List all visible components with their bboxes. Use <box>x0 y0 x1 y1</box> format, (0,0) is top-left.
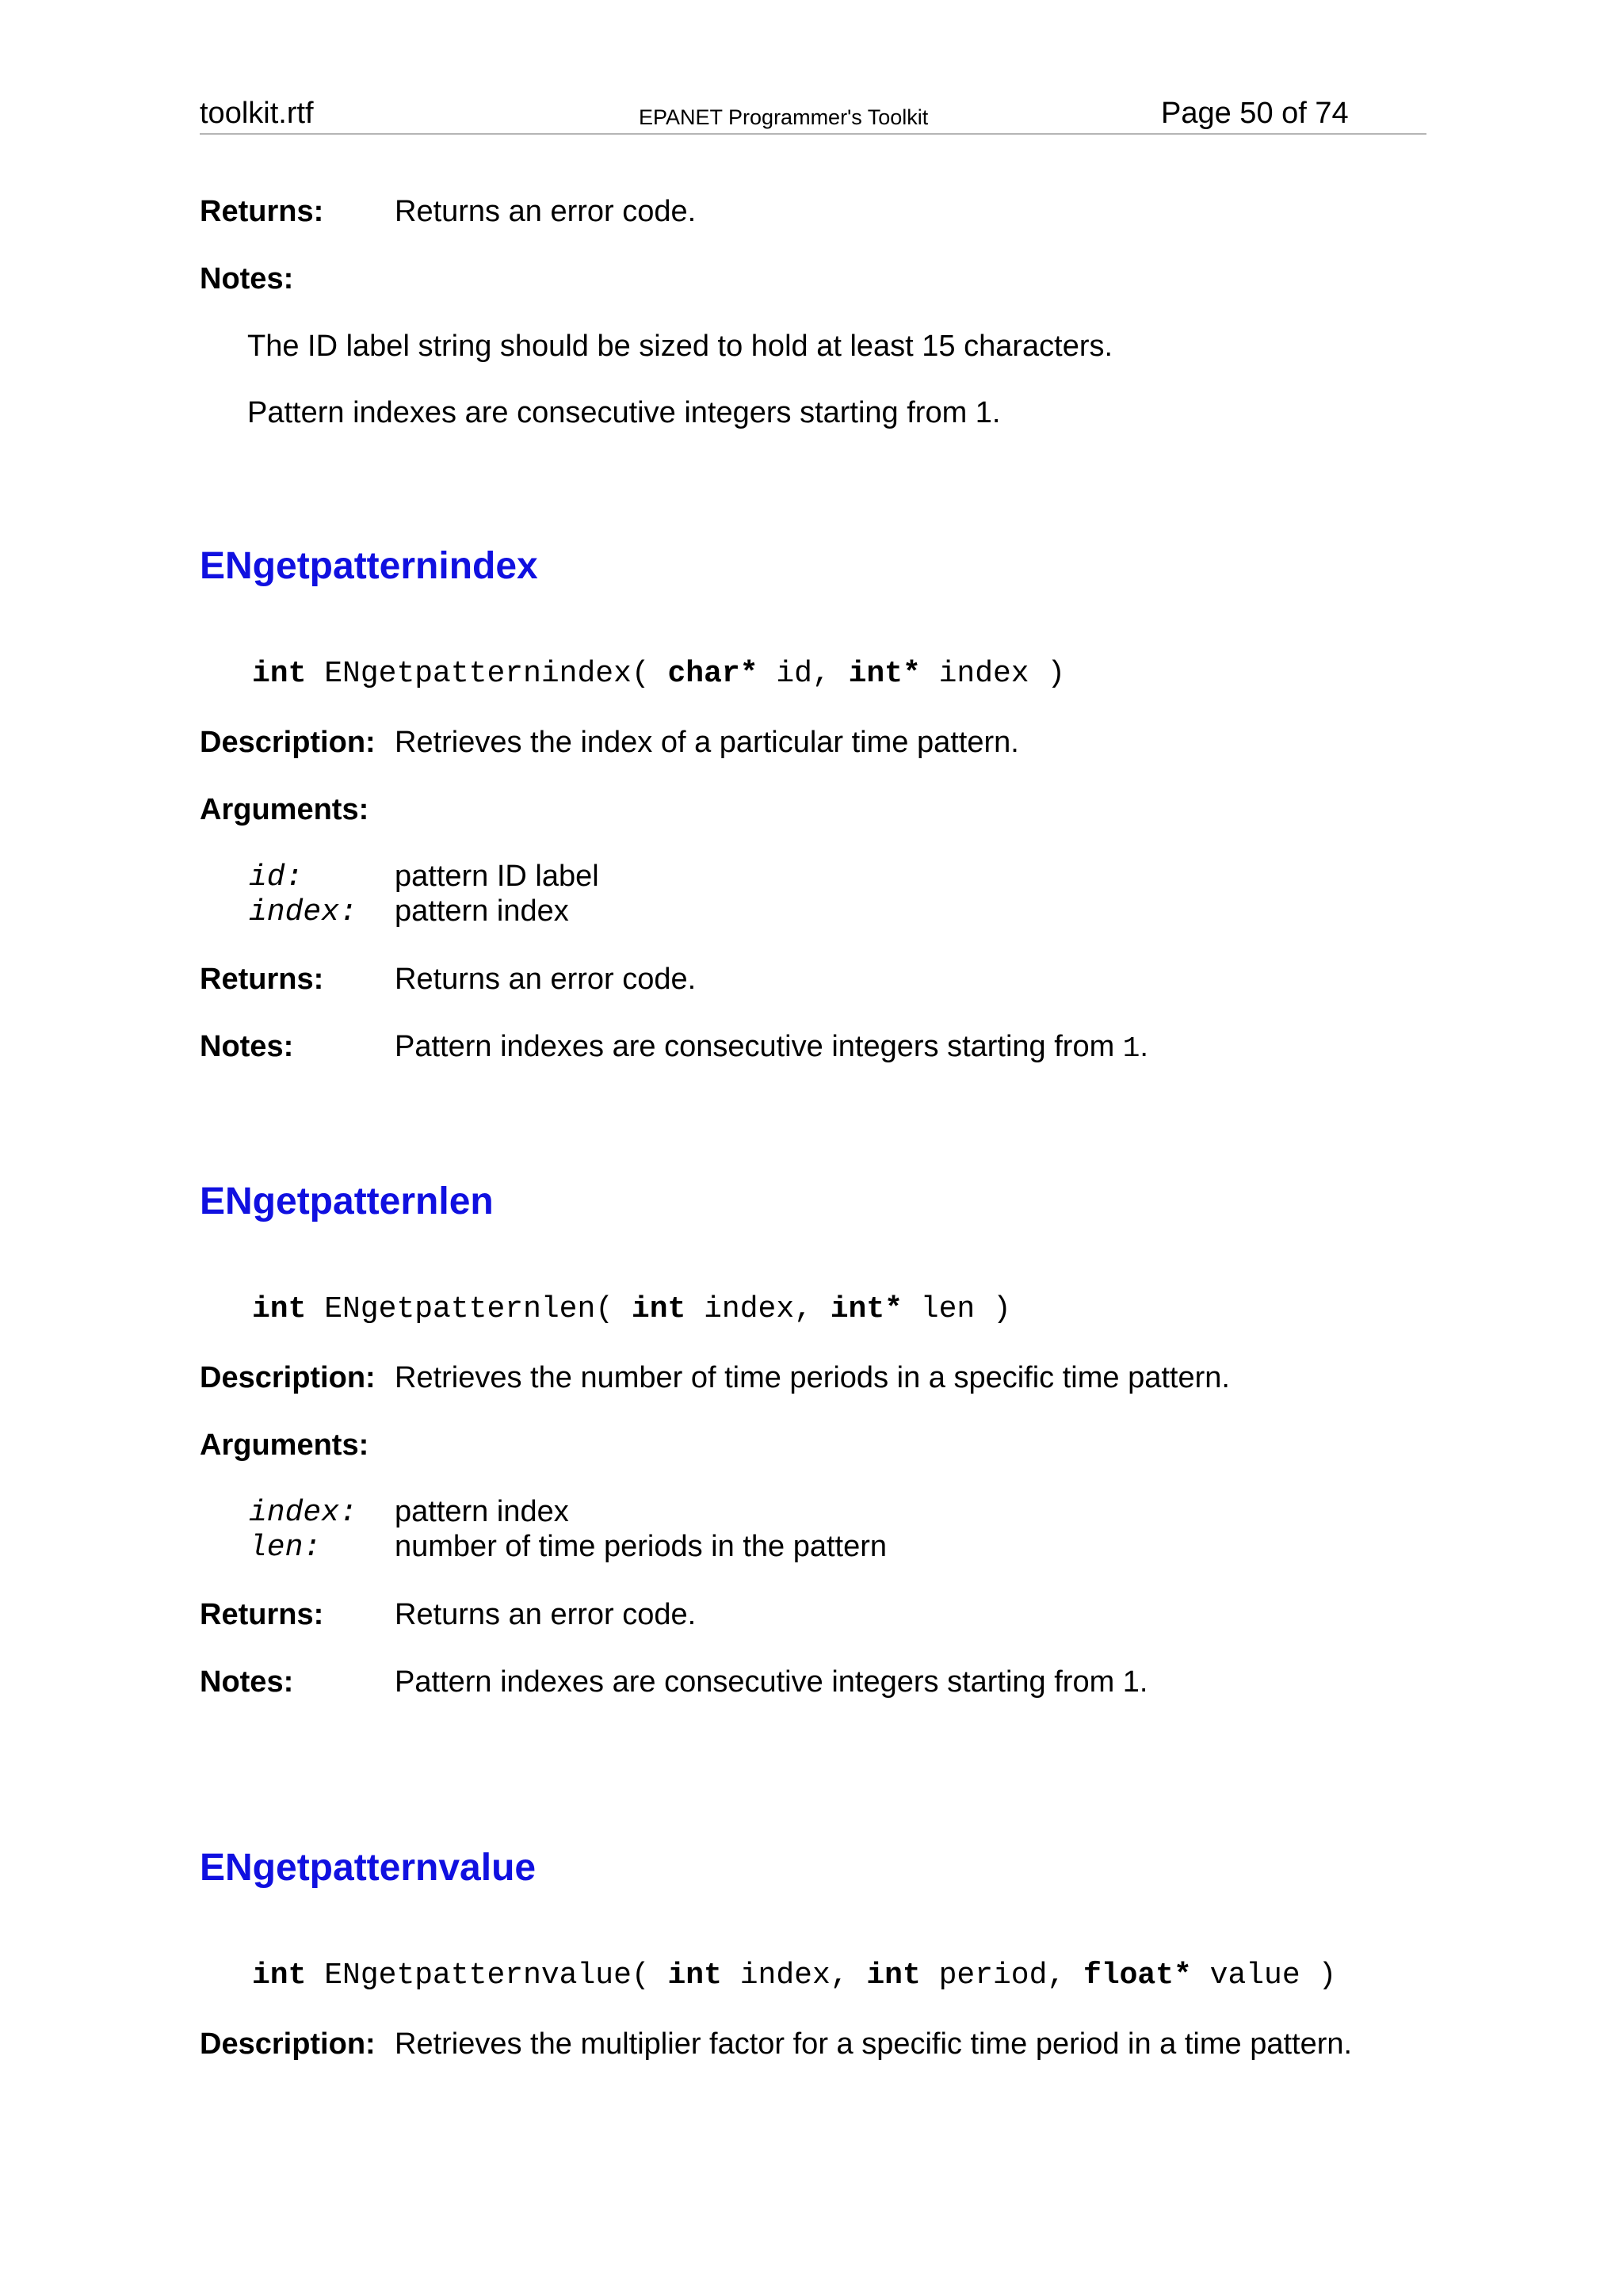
function-signature: int ENgetpatternlen( int index, int* len ) <box>252 1292 1011 1326</box>
arguments-label: Arguments: <box>200 793 369 826</box>
argument-name: index: <box>249 895 357 929</box>
notes-text: Pattern indexes are consecutive integers starting from 1. <box>395 1665 1148 1699</box>
header-filename: toolkit.rtf <box>200 97 314 130</box>
description-text: Retrieves the multiplier factor for a specific time period in a time pattern. <box>395 2027 1353 2061</box>
description-text: Retrieves the number of time periods in a specific time pattern. <box>395 1361 1230 1394</box>
returns-label: Returns: <box>200 195 324 228</box>
header-title: EPANET Programmer's Toolkit <box>639 105 929 129</box>
function-heading: ENgetpatternindex <box>200 545 538 587</box>
notes-label: Notes: <box>200 1030 294 1063</box>
note-text: Pattern indexes are consecutive integers starting from 1. <box>247 396 1001 429</box>
returns-text: Returns an error code. <box>395 1598 697 1631</box>
description-label: Description: <box>200 2027 376 2061</box>
argument-description: number of time periods in the pattern <box>395 1530 888 1563</box>
argument-description: pattern index <box>395 894 569 928</box>
function-signature: int ENgetpatternvalue( int index, int period, float* value ) <box>252 1958 1337 1993</box>
returns-text: Returns an error code. <box>395 195 697 228</box>
argument-name: len: <box>249 1531 322 1565</box>
returns-text: Returns an error code. <box>395 963 697 996</box>
notes-label: Notes: <box>200 262 294 296</box>
arguments-label: Arguments: <box>200 1428 369 1462</box>
function-signature: int ENgetpatternindex( char* id, int* index ) <box>252 657 1066 691</box>
description-text: Retrieves the index of a particular time pattern. <box>395 726 1019 759</box>
header-rule <box>200 133 1426 135</box>
function-heading: ENgetpatternvalue <box>200 1847 537 1889</box>
description-label: Description: <box>200 726 376 759</box>
description-label: Description: <box>200 1361 376 1394</box>
returns-label: Returns: <box>200 963 324 996</box>
argument-name: index: <box>249 1496 357 1530</box>
argument-name: id: <box>249 860 304 894</box>
returns-label: Returns: <box>200 1598 324 1631</box>
note-text: The ID label string should be sized to hold at least 15 characters. <box>247 330 1113 363</box>
notes-label: Notes: <box>200 1665 294 1699</box>
argument-description: pattern index <box>395 1495 569 1528</box>
notes-text: Pattern indexes are consecutive integers starting from 1. <box>395 1030 1148 1065</box>
function-heading: ENgetpatternlen <box>200 1180 494 1222</box>
argument-description: pattern ID label <box>395 860 599 893</box>
header-page-number: Page 50 of 74 <box>1161 97 1349 130</box>
